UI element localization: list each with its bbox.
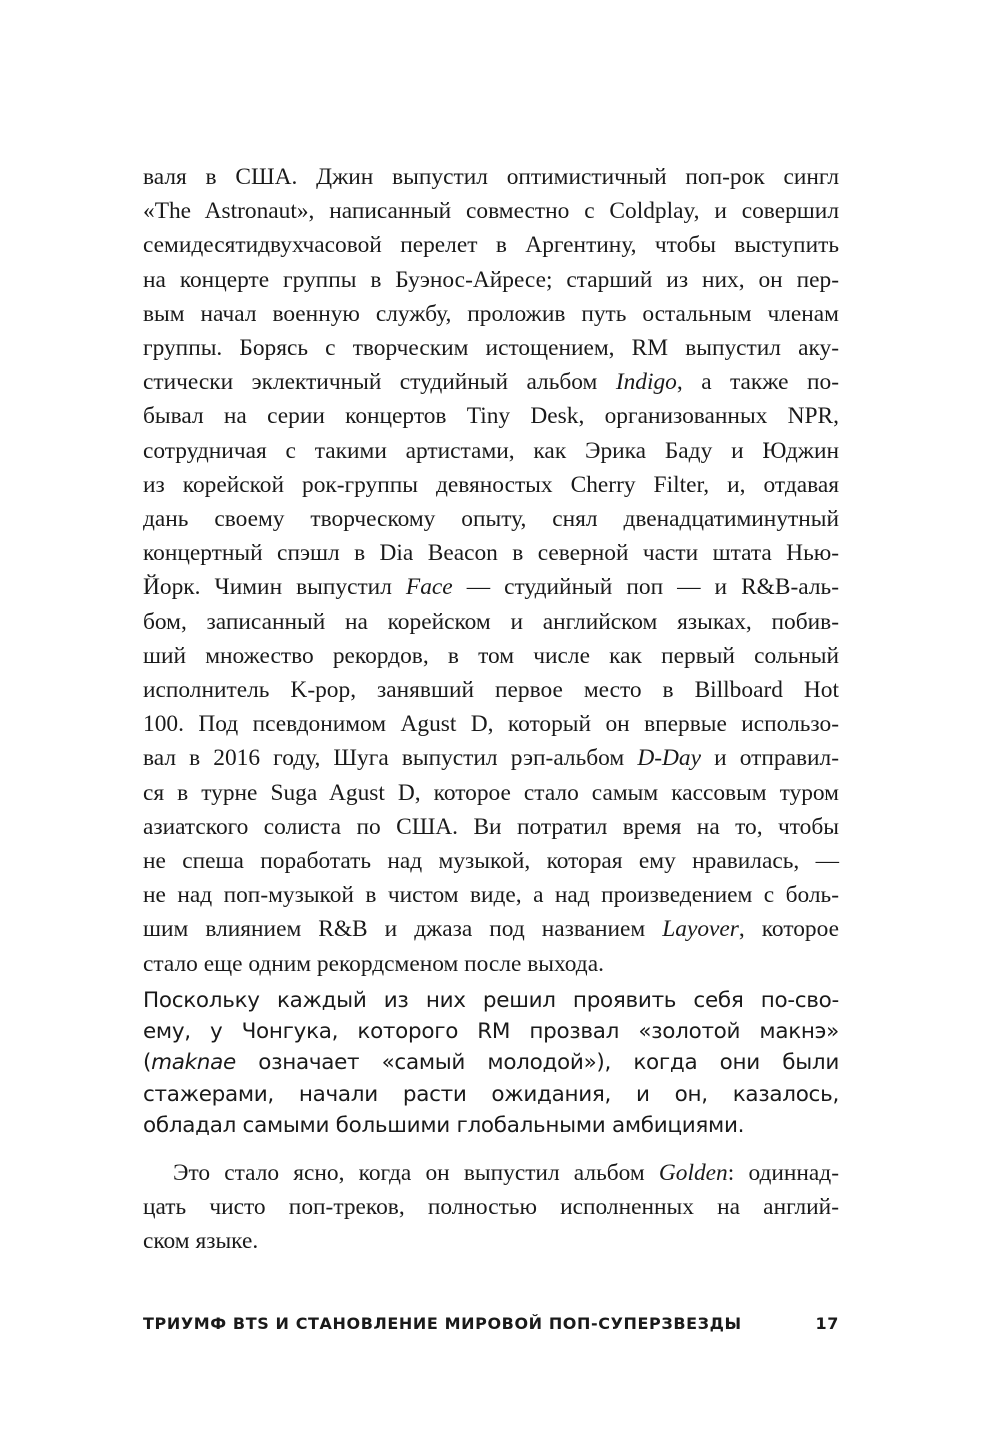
text-line: Это стало ясно, когда он выпустил альбом Golden: одиннад-	[173, 1160, 839, 1186]
pull-quote	[143, 985, 839, 1141]
text-line: не спеша поработать над музыкой, которая ему нравилась, —	[143, 848, 839, 875]
page-number: 17	[815, 1314, 839, 1333]
text-line: на концерте группы в Буэнос-Айресе; старший из них, он пер-	[143, 266, 839, 293]
page-footer	[143, 1314, 839, 1333]
text-line: концертный спэшл в Dia Beacon в северной части штата Нью-	[143, 540, 839, 567]
text-line: ший множество рекордов, в том числе как первый сольный	[143, 642, 839, 669]
pull-quote-line: Поскольку каждый из них решил проявить себя по-сво-	[143, 988, 839, 1013]
text-line: Йорк. Чимин выпустил Face — студийный поп — и R&B-аль-	[143, 574, 839, 601]
italic-title: Golden	[658, 1160, 728, 1186]
italic-title: D-Day	[637, 745, 701, 772]
text-line: из корейской рок-группы девяностых Cherry Filter, и, отдавая	[143, 471, 839, 498]
italic-title: Layover	[662, 916, 739, 943]
pull-quote-line: стажерами, начали расти ожидания, и он, казалось,	[143, 1081, 839, 1107]
text-line: валя в США. Джин выпустил оптимистичный поп-рок сингл	[143, 164, 839, 190]
text-line: исполнитель K-pop, занявший первое место в Billboard Hot	[143, 677, 839, 704]
text-line: азиатского солиста по США. Ви потратил время на то, чтобы	[143, 813, 839, 840]
text-line: семидесятидвухчасовой перелет в Аргентину, чтобы выступить	[143, 232, 839, 259]
text-line: бом, записанный на корейском и английском языках, побив-	[143, 608, 839, 635]
text-line: шим влиянием R&B и джаза под названием Layover, которое	[143, 916, 839, 943]
text-line: бывал на серии концертов Tiny Desk, организованных NPR,	[143, 403, 839, 430]
text-line: ся в турне Suga Agust D, которое стало самым кассовым туром	[143, 779, 839, 806]
italic-title: Indigo	[615, 369, 677, 396]
text-line: «The Astronaut», написанный совместно с Coldplay, и совершил	[143, 198, 839, 225]
text-line: 100. Под псевдонимом Agust D, который он впервые использо-	[143, 711, 839, 738]
text-line: не над поп-музыкой в чистом виде, а над произведением с боль-	[143, 882, 839, 909]
running-title: ТРИУМФ BTS И СТАНОВЛЕНИЕ МИРОВОЙ ПОП-СУПЕРЗВЕЗДЫ	[143, 1314, 742, 1333]
text-line: ском языке.	[143, 1228, 259, 1255]
text-line: вым начал военную службу, проложив путь остальным членам	[143, 300, 839, 327]
text-line: дань своему творческому опыту, снял двенадцатиминутный	[143, 506, 839, 533]
pull-quote-line: обладал самыми большими глобальными амбициями.	[143, 1112, 745, 1138]
pull-quote-line: ему, у Чонгука, которого RM прозвал «золотой макнэ»	[143, 1019, 839, 1045]
text-line: цать чисто поп-треков, полностью исполненных на англий-	[143, 1194, 839, 1221]
text-line: группы. Борясь с творческим истощением, RM выпустил аку-	[143, 335, 839, 362]
text-line: вал в 2016 году, Шуга выпустил рэп-альбом D-Day и отправил-	[143, 745, 839, 772]
italic-title: maknae	[151, 1050, 236, 1076]
closing-paragraph	[143, 1156, 839, 1259]
paragraph-golden-album	[143, 1156, 839, 1259]
text-line: стало еще одним рекордсменом после выхода.	[143, 950, 604, 977]
paragraph-members-solo-work	[143, 160, 839, 981]
main-text-block	[143, 160, 839, 981]
pull-quote-line: (maknae означает «самый молодой»), когда они были	[143, 1050, 839, 1076]
text-line: сотрудничая с такими артистами, как Эрика Баду и Юджин	[143, 437, 839, 464]
italic-title: Face	[405, 574, 453, 601]
text-line: стически эклектичный студийный альбом Indigo, а также по-	[143, 369, 839, 396]
